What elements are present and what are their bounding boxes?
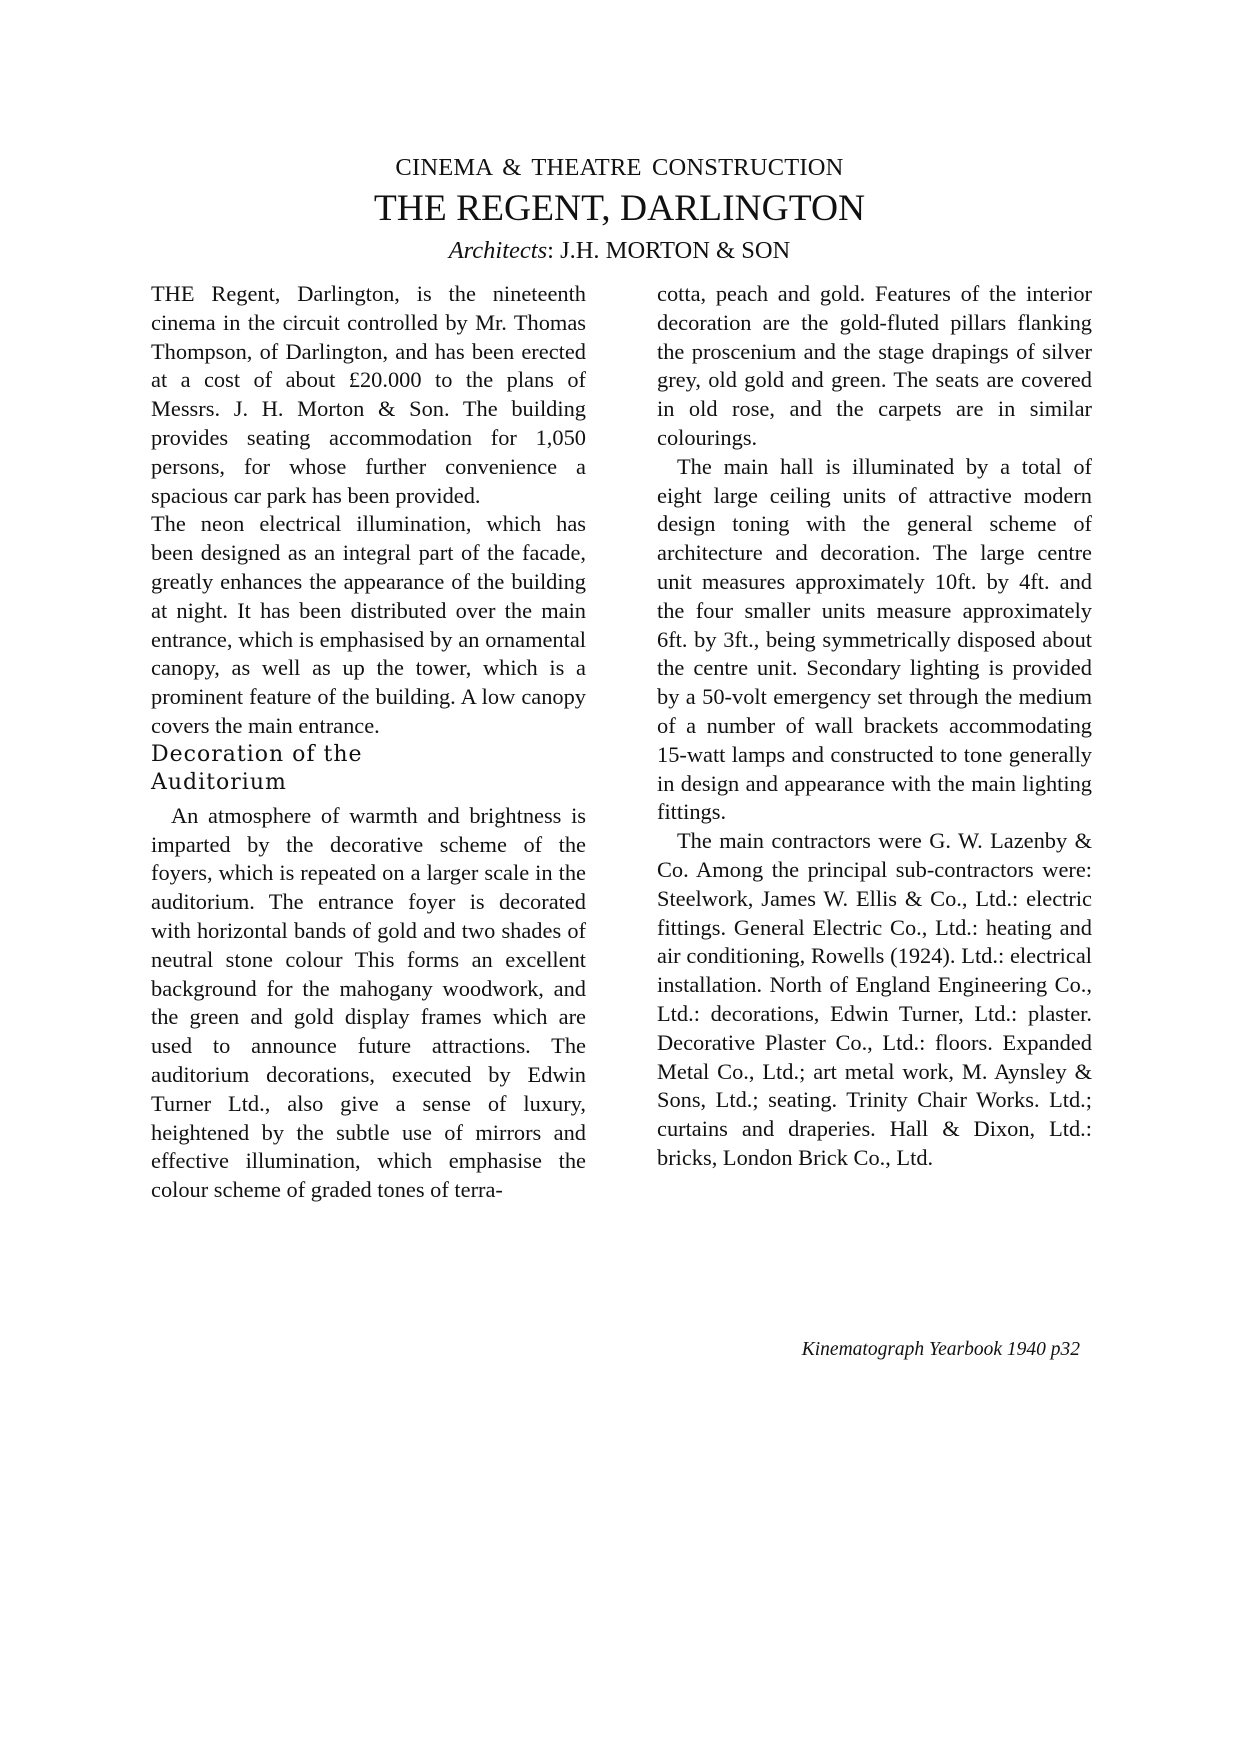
architects-label: Architects [448, 237, 548, 264]
body-paragraph: The neon electrical illumination, which has been designed as an integral part of the facade, greatly enhances the appearance of the building at night. It has been distributed over the main entrance, which is emphasised by an ornamental canopy, as well as up the tower, which is a prominent feature of the building. A low canopy covers the main entrance. [151, 511, 586, 738]
body-paragraph: An atmosphere of warmth and brightness is imparted by the decorative scheme of the foyers, which is repeated on a larger scale in the auditorium. The entrance foyer is decorated with horizontal bands of gold and two shades of neutral stone colour This forms an excellent background for the mahogany woodwork, and the green and gold display frames which are used to announce future attractions. The auditorium decorations, executed by Edwin Turner Ltd., also give a sense of luxury, heightened by the subtle use of mirrors and effective illumination, which emphasise the colour scheme of graded tones of terra- [151, 802, 586, 1203]
architects-line [0, 236, 1239, 266]
source-citation: Kinematograph Yearbook 1940 p32 [801, 1339, 1080, 1360]
left-column [151, 280, 586, 1205]
architects-names: : J.H. MORTON & SON [547, 237, 791, 264]
body-paragraph: cotta, peach and gold. Features of the interior decoration are the gold-fluted pillars flanking the proscenium and the stage drapings of silver grey, old gold and green. The seats are covered in old rose, and the carpets are in similar colourings. [657, 281, 1092, 450]
publication-kicker: CINEMA & THEATRE CONSTRUCTION [395, 154, 844, 181]
page-title: THE REGENT, DARLINGTON [373, 188, 866, 229]
body-paragraph: The main contractors were G. W. Lazenby & Co. Among the principal sub-contractors were: Steelwork, James W. Ellis & Co., Ltd.: electric fittings. General Electric Co., Ltd.: heating and air conditioning, Rowells (1924). Ltd.: electrical installation. North of England Engineering Co., Ltd.: decorations, Edwin Turner, Ltd.: plaster. Decorative Plaster Co., Ltd.: floors. Expanded Metal Co., Ltd.; art metal work, M. Aynsley & Sons, Ltd.; seating. Trinity Chair Works. Ltd.; curtains and draperies. Hall & Dixon, Ltd.: bricks, London Brick Co., Ltd. [657, 828, 1092, 1170]
section-subheading: Decoration of the Auditorium [151, 741, 363, 796]
article-header [0, 152, 1239, 266]
body-paragraph: The main hall is illuminated by a total of eight large ceiling units of attractive modern design toning with the general scheme of architecture and decoration. The large centre unit measures approximately 10ft. by 4ft. and the four smaller units measure approximately 6ft. by 3ft., being symmetrically disposed about the centre unit. Secondary lighting is provided by a 50-volt emergency set through the medium of a number of wall brackets accommodating 15-watt lamps and constructed to tone generally in design and appearance with the main lighting fittings. [657, 453, 1092, 825]
right-column [657, 280, 1092, 1173]
body-paragraph: THE Regent, Darlington, is the nineteenth cinema in the circuit controlled by Mr. Thomas Thompson, of Darlington, and has been erected at a cost of about £20.000 to the plans of Messrs. J. H. Morton & Son. The building provides seating accommodation for 1,050 persons, for whose further convenience a spacious car park has been provided. [151, 281, 586, 508]
